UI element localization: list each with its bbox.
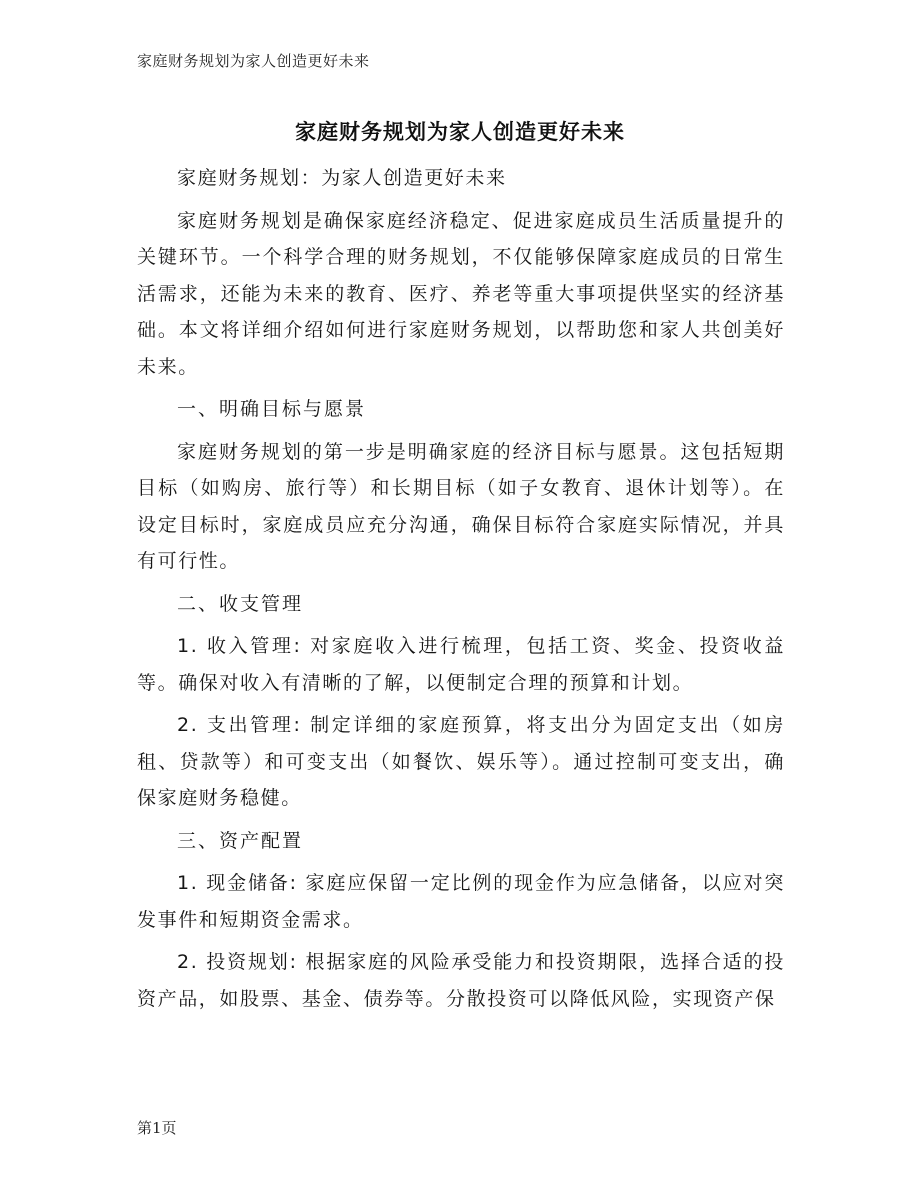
section-heading-goals: 一、明确目标与愿景 [177, 398, 367, 420]
page-number: 第1页 [137, 1119, 177, 1137]
running-header: 家庭财务规划为家人创造更好未来 [137, 52, 370, 70]
cash-reserve-paragraph: 1. 现金储备: 家庭应保留一定比例的现金作为应急储备，以应对突发事件和短期资金需求。 [137, 872, 785, 931]
intro-paragraph: 家庭财务规划是确保家庭经济稳定、促进家庭成员生活质量提升的关键环节。一个科学合理的财务规划，不仅能够保障家庭成员的日常生活需求，还能为未来的教育、医疗、养老等重大事项提供坚实的经济基础。本文将详细介绍如何进行家庭财务规划，以帮助您和家人共创美好未来。 [137, 209, 785, 378]
investment-planning-paragraph: 2. 投资规划: 根据家庭的风险承受能力和投资期限，选择合适的投资产品，如股票、基金、债券等。分散投资可以降低风险，实现资产保 [137, 951, 785, 1010]
income-management-paragraph: 1. 收入管理: 对家庭收入进行梳理，包括工资、奖金、投资收益等。确保对收入有清晰的了解，以便制定合理的预算和计划。 [137, 635, 785, 694]
section-heading-income-expense: 二、收支管理 [177, 592, 304, 615]
subtitle-paragraph: 家庭财务规划：为家人创造更好未来 [177, 167, 507, 189]
section-heading-asset-allocation: 三、资产配置 [177, 829, 304, 852]
expense-management-paragraph: 2. 支出管理: 制定详细的家庭预算，将支出分为固定支出（如房租、贷款等）和可变支出（如餐饮、娱乐等）。通过控制可变支出，确保家庭财务稳健。 [137, 714, 785, 809]
document-body [137, 160, 785, 1023]
goals-paragraph: 家庭财务规划的第一步是明确家庭的经济目标与愿景。这包括短期目标（如购房、旅行等）和长期目标（如子女教育、退休计划等）。在设定目标时，家庭成员应充分沟通，确保目标符合家庭实际情况，并具有可行性。 [137, 440, 785, 572]
document-title: 家庭财务规划为家人创造更好未来 [295, 120, 625, 144]
